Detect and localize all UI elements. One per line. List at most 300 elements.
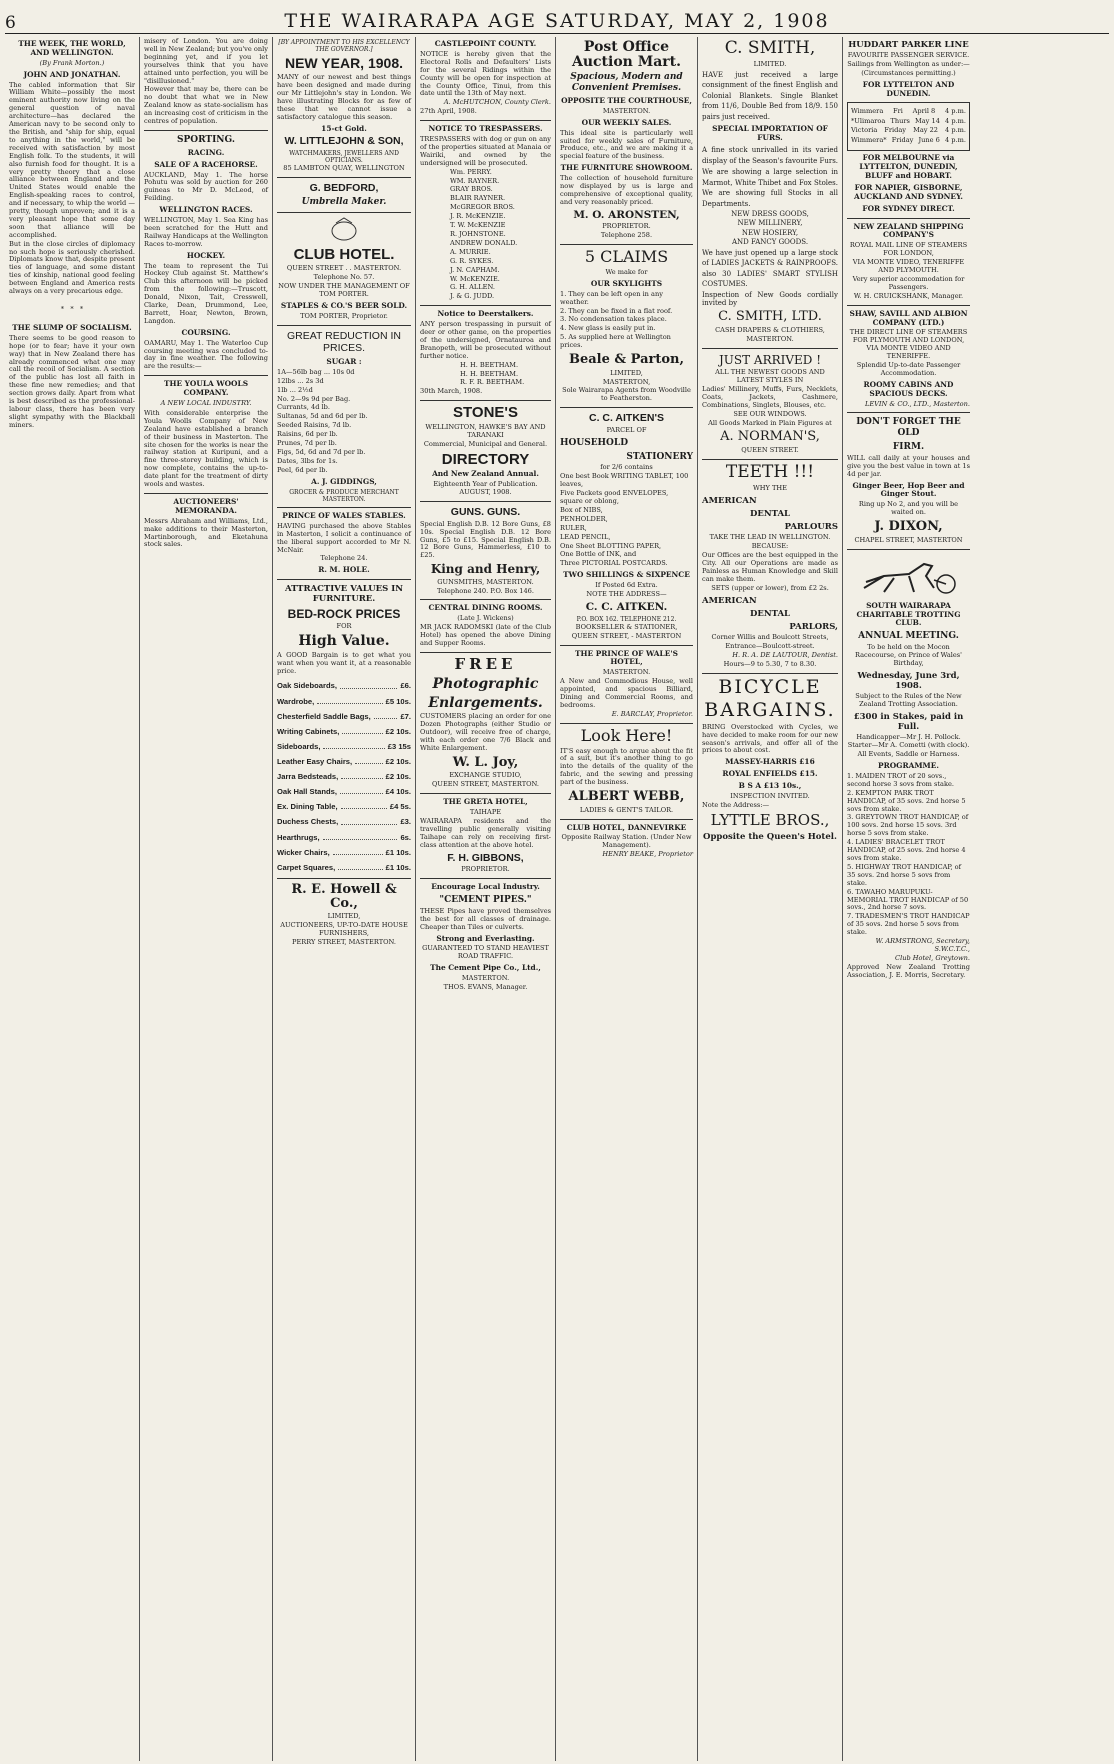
advertiser-address: Entrance—Boulcott-street. <box>725 642 815 651</box>
furniture-item: Wicker Chairs, <box>277 847 330 857</box>
ad-headline: DIRECTORY <box>441 450 530 468</box>
paragraph: HAVE just received a large consignment of the finest English and Colonial Blankets. Single Blanket from 11/6, Double Bed from 18/9. 150 pairs just received. <box>702 70 838 121</box>
furniture-row <box>277 772 411 781</box>
ad-subhead: WHY THE <box>753 483 787 492</box>
ad-subhead: ROYAL MAIL LINE OF STEAMERS FOR LONDON, <box>849 241 968 258</box>
signature: W. ARMSTRONG, Secretary, S.W.C.T.C., <box>875 937 970 953</box>
telephone: Telephone 258. <box>600 231 653 240</box>
ad-subhead: FOR LYTTELTON AND DUNEDIN. <box>862 79 955 98</box>
advertiser-trade: LADIES & GENT'S TAILOR. <box>579 805 674 814</box>
furniture-item: Ex. Dining Table, <box>277 802 338 812</box>
advertiser-name: C. C. AITKEN. <box>585 600 668 613</box>
telephone: P.O. BOX 162. TELEPHONE 212. <box>576 615 677 623</box>
schedule-cell: Victoria <box>851 126 878 135</box>
ad-subhead: (Late J. Wickens) <box>457 614 514 623</box>
furniture-price: £2 10s. <box>385 757 411 766</box>
price-item: No. 2—9s 9d per Bag. <box>277 394 351 403</box>
price-item: Sultanas, 5d and 6d per lb. <box>277 412 368 421</box>
ad-headline: THE PRINCE OF WALE'S HOTEL, <box>575 648 678 667</box>
department-item: AND FANCY GOODS. <box>731 238 809 247</box>
proprietor: TOM PORTER, Proprietor. <box>300 311 388 320</box>
race-item: 2. KEMPTON PARK TROT HANDICAP, of 35 sovs. 2nd horse 5 sovs from stake. <box>847 788 966 813</box>
advertiser-name: A. J. GIDDINGS, <box>311 476 377 486</box>
advertiser-name: F. H. GIBBONS, <box>447 851 524 864</box>
ad-subhead: Umbrella Maker. <box>301 196 387 207</box>
ad-headline: NEW ZEALAND SHIPPING COMPANY'S <box>853 221 964 240</box>
paragraph: THESE Pipes have proved themselves the best for all classes of drainage. Cheaper than Tiles or culverts. <box>420 906 551 931</box>
appointment-line: [BY APPOINTMENT TO HIS EXCELLENCY THE GOVERNOR.] <box>278 39 410 54</box>
connector-word: FOR <box>336 622 352 631</box>
furniture-price: £2 10s. <box>385 726 411 736</box>
ad-headline: Post Office Auction Mart. <box>571 39 682 70</box>
subheading: SALE OF A RACEHORSE. <box>154 159 258 169</box>
ad-headline: GUNS. GUNS. <box>450 506 521 519</box>
schedule-cell: Friday <box>884 126 907 135</box>
ad-subhead: FOR MELBOURNE via LYTTELTON, DUNEDIN, BLUFF and HOBART. <box>859 153 958 181</box>
ad-subhead: EXCHANGE STUDIO, <box>449 771 522 780</box>
furniture-row <box>277 697 411 706</box>
proprietor: THOS. EVANS, Manager. <box>443 983 528 992</box>
paragraph: misery of London. You are doing well in New Zealand; but you've only beginning yet, and if you let yourselves think that you have attained unto perfection, you will be "disillusioned." <box>144 37 268 85</box>
paragraph: NOTICE is hereby given that the Electoral Rolls and Defaulters' Lists for the several Ridings within the County will be open for inspection at the County Office, Tinui, from this date until the 13th of May next. <box>420 49 551 98</box>
claim-item: 4. New glass is easily put in. <box>560 324 656 333</box>
paragraph: (Circumstances permitting.) <box>861 69 956 77</box>
proprietor: H. R. A. DE LAUTOUR, Dentist. <box>732 651 838 660</box>
paragraph: Very superior accommodation for Passengers. <box>852 274 965 291</box>
ad-headline: SOUTH WAIRARAPA CHARITABLE TROTTING CLUB. <box>856 600 961 628</box>
ad-subhead: BECAUSE: <box>751 542 789 551</box>
paragraph: Ring up No 2, and you will be waited on. <box>858 500 959 517</box>
ad-subhead: VIA MONTE VIDEO, TENERIFFE AND PLYMOUTH. <box>852 258 965 274</box>
ad-headline: NEW YEAR, 1908. <box>284 55 403 72</box>
ad-subhead: TAKE THE LEAD IN WELLINGTON. <box>709 533 831 542</box>
schedule-cell: Wimmera <box>851 106 884 115</box>
price-list <box>277 369 411 475</box>
name-item: GRAY BROS. <box>450 185 493 194</box>
subheading: THE SLUMP OF SOCIALISM. <box>12 322 132 332</box>
claim-item: 3. No condensation takes place. <box>560 315 667 324</box>
ad-subhead: 15-ct Gold. <box>321 123 367 133</box>
name-item: R. F. R. BEETHAM. <box>460 378 525 387</box>
paragraph: WAIRARAPA residents and the travelling public generally visiting Taihape can rely on receiving first-class attention at the above hotel. <box>420 817 551 849</box>
name-item: J. & G. JUDD. <box>450 292 495 301</box>
ad-headline: Enlargements. <box>428 694 543 711</box>
ad-headline: DON'T FORGET THE OLD <box>856 417 961 439</box>
ad-subhead: STAPLES & CO.'S BEER SOLD. <box>280 301 408 311</box>
ad-headline: C. C. AITKEN'S <box>588 412 665 425</box>
stationery-list <box>560 473 693 568</box>
advertiser-name: C. SMITH, LTD. <box>718 309 822 325</box>
name-item: T. W. McKENZIE <box>450 221 506 230</box>
paragraph: All Goods Marked in Plain Figures at <box>708 418 832 427</box>
schedule-row <box>851 137 966 145</box>
paragraph: WELLINGTON, May 1. Sea King has been scratched for the Hutt and Railway Handicaps at the Wellington Races to-morrow. <box>144 216 268 248</box>
advertiser-trade: WATCHMAKERS, JEWELLERS AND OPTICIANS. <box>289 149 399 165</box>
ad-subhead: SEE OUR WINDOWS. <box>733 409 807 418</box>
ad-headline: CLUB HOTEL. <box>293 245 395 263</box>
telephone: Telephone 24. <box>320 554 368 563</box>
furniture-price: £1 10s. <box>385 847 411 857</box>
ad-headline: BARGAINS. <box>704 698 836 721</box>
furniture-item: Oak Sideboards, <box>277 681 337 691</box>
names-list <box>420 169 551 302</box>
date: 27th April, 1908. <box>420 107 477 116</box>
department-item: NEW DRESS GOODS, <box>731 210 809 218</box>
price-item: 1lb ... 2½d <box>277 385 313 394</box>
ad-headline: 5 CLAIMS <box>584 247 669 267</box>
paragraph: Splendid Up-to-date Passenger Accommodation. <box>856 361 961 377</box>
ad-headline: CLUB HOTEL, DANNEVIRKE <box>566 822 687 832</box>
claim-item: 5. As supplied here at Wellington prices. <box>560 333 671 350</box>
advertiser-name: W. L. Joy, <box>452 754 519 770</box>
paragraph: Subject to the Rules of the New Zealand Trotting Association. <box>855 692 962 709</box>
stationery-item: RULER, <box>560 523 587 532</box>
subheading: HOCKEY. <box>186 250 226 260</box>
notice-heading: Notice to Deerstalkers. <box>437 309 534 319</box>
furniture-price: £5 10s. <box>385 696 411 706</box>
ad-headline: JUST ARRIVED ! <box>718 352 822 367</box>
furniture-item: Duchess Chests, <box>277 817 339 827</box>
price-line: B S A £13 10s., <box>738 781 802 791</box>
advertiser-ltd: LIMITED, <box>327 912 361 921</box>
ad-subhead: NOTE THE ADDRESS— <box>586 590 667 599</box>
column-7 <box>843 37 974 1761</box>
paragraph: HAVING purchased the above Stables in Masterton, I solicit a continuance of the liberal support accorded to Mr N. McNair. <box>277 521 411 554</box>
furniture-item: Carpet Squares, <box>277 862 336 872</box>
paragraph: MANY of our newest and best things have been designed and made during our Mr Littlejohn's stay in London. We have illustrating Blocks for as few of these that we cannot issue a satisfactory catalogue this season. <box>277 73 411 121</box>
price-line: MASSEY-HARRIS £16 <box>725 757 815 767</box>
name-item: BLAIR RAYNER. <box>450 194 506 203</box>
claims-list <box>560 291 693 350</box>
furniture-item: Sideboards, <box>277 741 321 751</box>
furniture-row <box>277 757 411 766</box>
advertiser-trade: GUNSMITHS, MASTERTON. <box>437 577 534 586</box>
column-1: THE WEEK, THE WORLD, AND WELLINGTON. (By Frank Morton.) JOHN AND JONATHAN. The cabled information that Sir William White—possibly the most eminent authority now living on the general question of naval architecture—has declared the American navy to be second only to the British, and "ship for ship, equal to anything in the world," will be received with satisfaction by most English folk. To the students, it will also furnish food for thought. It is a very pretty theory that a close alliance between England and the United States would enable the English-speaking races to control, and if necessary, to whip the world — pretty, though unproven; and it is a very pleasant hope that some day soon that alliance will be accomplished. But in the close circles of diplomacy no such hope is seriously cherished. Diplomats know that, despite present ties of language, and some distant ties of kinship, national good feeling between England and America rests always on a very precarious edge. * * * THE SLUMP OF SOCIALISM. There seems to be good reason to hope (or to fear; have it your own way) that in New Zealand there has already commenced what one may call the recoil of Socialism. A section of the public has lost all faith in these fine new remedies; and that section grows daily. Apart from what is best described as the professional-labour class, there has been very slight sympathy with the Blackball miners. <box>5 37 140 1761</box>
furniture-price: 6s. <box>400 832 411 842</box>
advertiser-address: Corner Willis and Boulcott Streets, <box>711 633 829 642</box>
race-item: 5. HIGHWAY TROT HANDICAP, of 35 sovs. 2nd horse 5 sovs from stake. <box>847 862 962 887</box>
notice-heading: CASTLEPOINT COUNTY. <box>434 39 537 48</box>
advertiser-ltd: LIMITED, <box>610 368 643 377</box>
ad-subhead: HOUSEHOLD <box>560 437 629 448</box>
names-list <box>420 362 551 388</box>
furniture-price: £4 5s. <box>389 802 411 812</box>
paragraph: NOW UNDER THE MANAGEMENT OF TOM PORTER. <box>278 282 410 299</box>
ad-subhead: Spacious, Modern and Convenient Premises. <box>570 72 683 94</box>
schedule-cell: April 8 <box>912 106 936 115</box>
department-item: NEW HOSIERY, <box>741 228 799 237</box>
column-6 <box>698 37 843 1761</box>
section-heading: SPORTING. <box>176 134 236 145</box>
paragraph: The collection of household furniture now displayed by us is large and comprehensive of exceptional quality, and very reasonably priced. <box>560 174 693 206</box>
race-item: 4. LADIES' BRACELET TROT HANDICAP, of 25 sovs. 2nd horse 4 sovs from stake. <box>847 838 966 862</box>
schedule-cell: Thurs <box>890 116 910 125</box>
price-item: Currants, 4d lb. <box>277 403 330 412</box>
ad-headline: Photographic <box>432 675 539 692</box>
advertiser-address: MASTERTON. <box>602 106 651 115</box>
stationery-item: Three PICTORIAL POSTCARDS. <box>560 559 668 568</box>
subheading: COURSING. <box>181 327 231 337</box>
furniture-item: Oak Hall Stands, <box>277 787 337 797</box>
paragraph: Handicapper—Mr J. H. Pollock. Starter—Mr A. Cometti (with clock). <box>847 733 970 750</box>
schedule-cell: May 14 <box>915 116 940 125</box>
ad-headline: Encourage Local Industry. <box>431 882 540 892</box>
schedule-cell: Fri <box>893 106 903 115</box>
ad-subhead: ALL THE NEWEST GOODS AND LATEST STYLES IN <box>715 368 825 385</box>
paragraph: AUCKLAND, May 1. The horse Pohutu was sold by auction for 260 guineas to Mr D. McLeod, of Feilding. <box>144 170 268 203</box>
name-item: J. R. McKENZIE. <box>450 212 506 221</box>
advertiser-ltd: LIMITED. <box>753 59 787 68</box>
furniture-price: £2 10s. <box>385 772 411 782</box>
proprietor: PROPRIETOR. <box>461 865 510 874</box>
stationery-item: One Sheet BLOTTING PAPER, <box>560 541 662 550</box>
furniture-row <box>277 787 411 796</box>
ad-subhead: FAVOURITE PASSENGER SERVICE. <box>847 51 970 60</box>
subheading: RACING. <box>187 147 225 157</box>
paragraph: ANY person trespassing in pursuit of deer or other game, on the properties of the undersigned, Ornatauroa and Branopeth, will be prosecuted without further notice. <box>420 320 551 360</box>
price-item: Peel, 6d per lb. <box>277 465 328 474</box>
ad-headline: ATTRACTIVE VALUES IN FURNITURE. <box>284 584 403 605</box>
ad-headline: HUDDART PARKER LINE <box>848 40 969 50</box>
furniture-item: Leather Easy Chairs, <box>277 757 353 766</box>
ad-headline: GREAT REDUCTION IN PRICES. <box>287 329 401 355</box>
paragraph: There seems to be good reason to hope (or to fear; have it your own way) that in New Zealand there has already commenced what one may call the recoil of Socialism. A section of the public has lost all faith in these fine new remedies; and that section grows daily. Apart from what is best described as the professional-labour class, there has been very slight sympathy with the Blackball miners. <box>9 333 135 429</box>
event-date: Wednesday, June 3rd, 1908. <box>857 670 960 691</box>
furniture-row <box>277 817 411 826</box>
schedule-cell: May 22 <box>913 126 938 135</box>
ad-subhead: And New Zealand Annual. <box>432 469 539 479</box>
claim-item: 2. They can be fixed in a flat roof. <box>560 306 673 315</box>
advertiser-name: W. LITTLEJOHN & SON, <box>284 135 404 148</box>
paragraph: However that may be, there can be no doubt that what we in New Zealand know as state-socialism has an increasing cost of criticism in the centres of population. <box>144 85 268 126</box>
ad-subhead: Note the Address:— <box>702 800 770 809</box>
ad-subhead: STATIONERY <box>626 451 693 462</box>
trotting-horse-icon <box>854 554 964 598</box>
furniture-row <box>277 833 411 842</box>
advertiser-name: C. SMITH, <box>724 38 816 58</box>
price-item: Prunes, 7d per lb. <box>277 439 337 448</box>
furniture-item: Wardrobe, <box>277 696 315 706</box>
name-item: ANDREW DONALD. <box>450 238 518 247</box>
ad-subhead: AMERICAN <box>702 495 757 506</box>
newspaper-title: THE WAIRARAPA AGE SATURDAY, MAY 2, 1908 <box>284 10 830 33</box>
subheading: JOHN AND JONATHAN. <box>23 69 121 79</box>
ad-subhead: If Posted 6d Extra. <box>595 581 658 590</box>
advertiser-address: 85 LAMBTON QUAY, WELLINGTON <box>283 164 405 173</box>
paragraph: Sole Wairarapa Agents from Woodville to Featherston. <box>562 386 691 403</box>
ad-headline: PRINCE OF WALES STABLES. <box>282 510 406 520</box>
paragraph: This ideal site is particularly well suited for weekly sales of Furniture, Produce, etc., and we are making it a special feature of the business. <box>560 128 693 161</box>
ad-subhead: ROOMY CABINS AND SPACIOUS DECKS. <box>863 379 954 398</box>
ad-subhead: OUR SKYLIGHTS <box>590 278 663 288</box>
furniture-price: £6. <box>400 681 411 691</box>
schedule-row <box>851 127 966 135</box>
paragraph: But in the close circles of diplomacy no such hope is seriously cherished. Diplomats know that, despite present ties of language, and some distant ties of kinship, national good feeling between England and America rests always on a very precarious edge. <box>9 239 135 296</box>
advertiser-trade: BOOKSELLER & STATIONER, <box>575 622 678 631</box>
stationery-item: Five Packets good ENVELOPES, square or oblong, <box>560 489 669 506</box>
paragraph: Approved New Zealand Trotting Association, J. E. Morris, Secretary. <box>847 962 970 979</box>
stationery-item: One Bottle of INK, and <box>560 550 637 559</box>
ad-subhead: Commercial, Municipal and General. <box>423 439 548 448</box>
advertiser-name: The Cement Pipe Co., Ltd., <box>430 963 541 973</box>
ad-subhead: OPPOSITE THE COURTHOUSE, <box>561 95 692 105</box>
paragraph: IT'S easy enough to argue about the fit of a suit, but it's another thing to go into the details of the quality of the fabric, and the sewing and pressing part of the business. <box>560 746 693 787</box>
ad-headline: FREE <box>454 654 517 673</box>
ad-subhead: DENTAL <box>749 508 791 519</box>
paragraph: Inspection of New Goods cordially invited by <box>702 290 838 307</box>
name-item: H. H. BEETHAM. <box>460 369 519 378</box>
ad-headline: FIRM. <box>892 442 925 453</box>
paragraph: Messrs Abraham and Williams, Ltd., make additions to their Masterton, Martinborough, and Eketahuna stock sales. <box>144 516 268 549</box>
claim-item: 1. They can be left open in any weather. <box>560 289 663 306</box>
ad-headline: High Value. <box>298 632 390 649</box>
paragraph: The cabled information that Sir William White—possibly the most eminent authority now living on the general question of naval architecture—has declared the American navy to be second only to the British, and "ship for ship, equal to anything in the world," will be received with satisfaction by most English folk. To the students, it will also furnish food for thought. It is a very pretty theory that a close alliance between England and the United States would enable the English-speaking races to control, and if necessary, to whip the world — pretty, though unproven; and it is a very pleasant hope that some day soon that alliance will be accomplished. <box>9 80 135 239</box>
article-headline: THE WEEK, THE WORLD, AND WELLINGTON. <box>18 39 126 57</box>
race-item: 7. TRADESMEN'S TROT HANDICAP of 35 sovs. 2nd horse 5 sovs from stake. <box>847 912 970 937</box>
ad-headline: TEETH !!! <box>725 461 815 482</box>
advertiser-address: QUEEN STREET, - MASTERTON <box>571 631 682 640</box>
advertiser-name: G. BEDFORD, <box>309 182 379 195</box>
paragraph: To be held on the Mocon Racecourse, on Prince of Wales' Birthday, <box>855 643 962 667</box>
column-4 <box>416 37 556 1761</box>
ad-subhead: We make for <box>605 267 648 276</box>
ad-subhead: for 2/6 contains <box>600 463 653 472</box>
schedule-cell: Wimmera* <box>851 136 887 145</box>
paragraph: MR JACK RADOMSKI (late of the Club Hotel) has opened the above Dining and Supper Rooms. <box>420 623 551 648</box>
byline: (By Frank Morton.) <box>39 58 105 67</box>
furniture-price: £3 15s <box>387 741 411 751</box>
subheading: THE YOULA WOOLS COMPANY. <box>163 379 249 398</box>
paragraph: Ladies' Millinery, Muffs, Furs, Necklets, Coats, Jackets, Cashmere, Combinations, Singlets, Blouses, etc. <box>702 384 838 409</box>
department-item: NEW MILLINERY, <box>737 219 803 228</box>
advertiser-address: Club Hotel, Greytown. <box>895 953 970 962</box>
schedule-cell: 4 p.m. <box>945 116 966 125</box>
schedule-cell: 4 p.m. <box>945 106 966 115</box>
furniture-item: Chesterfield Saddle Bags, <box>277 711 371 721</box>
furniture-row <box>277 681 411 690</box>
advertiser-name: ALBERT WEBB, <box>568 789 685 805</box>
page-number: 6 <box>5 12 16 33</box>
advertiser-address: MASTERTON. <box>746 334 794 343</box>
masthead <box>5 4 1109 34</box>
furniture-item: Jarra Bedsteads, <box>277 772 339 782</box>
furniture-row <box>277 802 411 811</box>
ad-headline: SHAW, SAVILL AND ALBION COMPANY (LTD.) <box>849 308 968 327</box>
ad-subhead: PARLOURS <box>784 522 838 533</box>
advertiser-address: QUEEN STREET, MASTERTON. <box>432 780 539 789</box>
ad-subhead: TAIHAPE <box>469 808 502 817</box>
name-item: McGREGOR BROS. <box>450 203 515 212</box>
ad-headline: CENTRAL DINING ROOMS. <box>428 603 543 613</box>
furniture-row <box>277 863 411 872</box>
name-item: W. McKENZIE. <box>450 274 500 283</box>
ad-headline: Look Here! <box>580 725 673 745</box>
signature: A. McHUTCHON, County Clerk. <box>443 98 551 107</box>
advertiser-address: CHAPEL STREET, MASTERTON <box>854 535 963 544</box>
name-item: G. R. SYKES. <box>450 256 494 265</box>
furniture-price: £3. <box>400 817 411 827</box>
ad-headline: BED-ROCK PRICES <box>287 606 401 621</box>
date: 30th March, 1908. <box>420 387 483 396</box>
price-item: Seeded Raisins, 7d lb. <box>277 421 352 430</box>
furniture-price-list <box>277 681 411 871</box>
advertiser-trade: CASH DRAPERS & CLOTHIERS, <box>715 325 825 334</box>
paragraph: Sailings from Wellington as under:— <box>847 60 970 69</box>
paragraph: Our Offices are the best equipped in the City. All our Operations are made as Painless as Human Knowledge and Skill can make them. <box>702 551 838 583</box>
ad-subhead: PROGRAMME. <box>878 761 939 771</box>
advertiser-name: M. O. ARONSTEN, <box>573 208 680 221</box>
name-item: Wm. PERRY. <box>450 167 492 176</box>
advertiser-name: King and Henry, <box>430 562 541 577</box>
ad-subhead: TWO SHILLINGS & SIXPENCE <box>563 570 690 580</box>
paragraph: CUSTOMERS placing an order for one Dozen Photographs (either Studio or Outdoor), will receive free of charge, with each order one 7/6 Black and White Enlargement. <box>420 712 551 752</box>
advertiser-address: PERRY STREET, MASTERTON. <box>292 937 396 946</box>
stationery-item: One best Book WRITING TABLET, 100 leaves, <box>560 472 689 489</box>
notice-heading: NOTICE TO TRESPASSERS. <box>428 124 543 134</box>
schedule-cell: *Ulimaroa <box>851 116 886 125</box>
column-2 <box>140 37 273 1761</box>
paragraph: A GOOD Bargain is to get what you want when you want it, at a reasonable price. <box>277 650 411 675</box>
department-list <box>702 210 838 247</box>
name-item: G. H. ALLEN. <box>450 283 495 292</box>
sailing-schedule <box>847 102 970 152</box>
paragraph: The team to represent the Tui Hockey Club against St. Matthew's Club this afternoon will be picked from the following:—Truscott, Donald, Nixon, Tait, Cresswell, Clarke, Dean, Drummond, Lee, Barrett, Hoar, Newton, Brown, Langdon. <box>144 261 268 325</box>
ad-subhead: £300 in Stakes, paid in Full. <box>853 711 964 733</box>
proprietor: LEVIN & CO., LTD., Masterton. <box>864 399 970 408</box>
subheading: AUCTIONEERS' MEMORANDA. <box>173 496 239 515</box>
furniture-price: £4 10s. <box>385 787 411 797</box>
advertiser-trade: AUCTIONEERS, UP-TO-DATE HOUSE FURNISHERS, <box>280 921 408 937</box>
ad-subhead: THE DIRECT LINE OF STEAMERS FOR PLYMOUTH AND LONDON, VIA MONTE VIDEO AND TENERIFFE. <box>849 328 968 361</box>
royal-crest-icon <box>324 217 364 243</box>
paragraph: All Events, Saddle or Harness. <box>857 750 960 759</box>
paragraph: Special English D.B. 12 Bore Guns, £8 10s. Special English D.B. 12 Bore Guns, £5 to £15. Special English D.B. 12 Bore Guns, Hammerless, £10 to £25. <box>420 519 551 560</box>
advertiser-name: R. E. Howell & Co., <box>291 881 397 911</box>
advertiser-name: Beale & Parton, <box>568 352 685 368</box>
name-item: H. H. BEETHAM. <box>460 360 519 369</box>
paragraph: With considerable enterprise the Youla Woolls Company of New Zealand have established a branch of their business in Masterton. The site chosen for the works is near the railway station at Kuripuni, and a fine three-storey building, which is now complete, contains the up-to-date plant for the treatment of dirty wools and wastes. <box>144 408 268 489</box>
paragraph: A New and Commodious House, well appointed, and spacious Billiard, Dining and Commercial Rooms, and bedrooms. <box>560 677 693 709</box>
race-item: 1. MAIDEN TROT of 20 sovs., second horse 3 sovs from stake. <box>847 771 954 788</box>
price-line: SETS (upper or lower), from £2 2s. <box>711 583 829 592</box>
subheading: WELLINGTON RACES. <box>159 205 253 215</box>
price-item: Raisins, 6d per lb. <box>277 430 338 439</box>
ad-subhead: DENTAL <box>749 608 791 619</box>
ad-headline: THE GRETA HOTEL, <box>443 797 528 807</box>
name-item: WM. RAYNER. <box>450 176 500 185</box>
furniture-row <box>277 848 411 857</box>
name-item: J. N. CAPHAM. <box>450 265 500 274</box>
ad-headline: STONE'S <box>453 404 518 422</box>
hours: Hours—9 to 5.30, 7 to 8.30. <box>723 659 817 668</box>
telephone: Telephone 240. P.O. Box 146. <box>437 586 534 595</box>
advertiser-name: J. DIXON, <box>874 519 943 535</box>
ad-subhead: PARLORS, <box>789 622 838 633</box>
paragraph: We have just opened up a large stock of LADIES JACKETS & RAINPROOFS. also 30 LADIES' SMART STYLISH COSTUMES. <box>702 248 838 289</box>
furniture-item: Writing Cabinets, <box>277 726 340 736</box>
price-item: 1A—56lb bag ... 10s 0d <box>277 367 355 376</box>
schedule-cell: 4 p.m. <box>945 126 966 135</box>
stationery-item: LEAD PENCIL, <box>560 532 611 541</box>
subheading: A NEW LOCAL INDUSTRY. <box>160 399 252 408</box>
furniture-item: Hearthrugs, <box>277 832 320 842</box>
proprietor: PROPRIETOR. <box>602 222 651 231</box>
proprietor: HENRY BEAKE, Proprietor <box>602 850 693 859</box>
stationery-item: Box of NIBS, <box>560 505 603 514</box>
paragraph: WILL call daily at your houses and give you the best value in town at 1s 4d per jar. <box>847 453 970 478</box>
schedule-row <box>851 108 966 116</box>
advertiser-trade: GROCER & PRODUCE MERCHANT MASTERTON. <box>289 488 399 503</box>
